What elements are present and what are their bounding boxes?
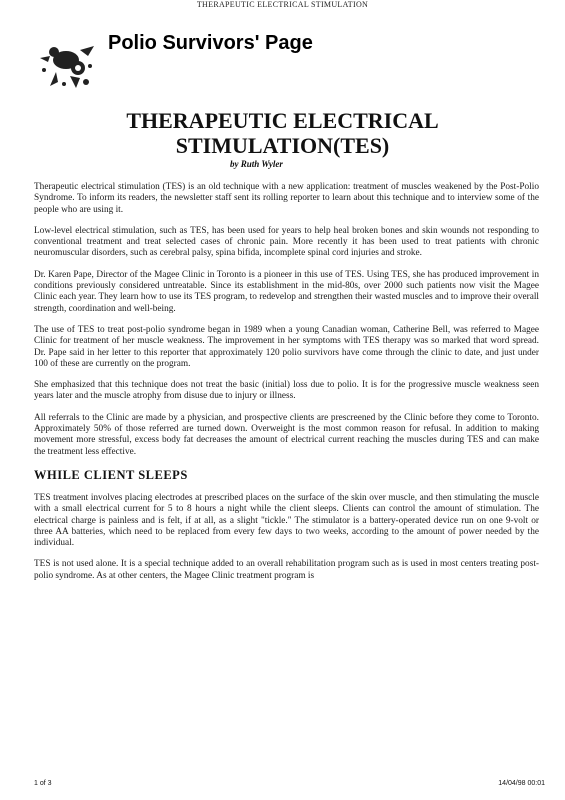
polio-logo-icon [36,38,100,90]
paragraph: TES is not used alone. It is a special technique added to an overall rehabilitation program such as is used in most centers treating post-polio syndrome. As at other centers, the Magee Clinic treatment program is [34,559,539,581]
paragraph: The use of TES to treat post-polio syndrome began in 1989 when a young Canadian woman, Catherine Bell, was referred to Magee Clinic for treatment of her muscle weakness. The improvement in her symptoms with TES therapy was so marked that word spread. Dr. Pape said in her letter to this reporter that approximately 120 polio survivors have come through the clinic to date, and just under 100 of these are currently on the program. [34,324,539,369]
paragraph: TES treatment involves placing electrodes at prescribed places on the surface of the skin over muscle, and then stimulating the muscle with a small electrical current for 5 to 8 hours a night while the client sleeps. Clients can control the amount of stimulation. The electrical charge is painless and is felt, if at all, as a slight "tickle." The stimulator is a battery-operated device run on one 9-volt or three AA batteries, which need to be replaced from every few days to two weeks, according to the amount of power needed by the individual. [34,492,539,549]
byline: by Ruth Wyler [230,159,283,169]
paragraph: Low-level electrical stimulation, such as TES, has been used for years to help heal broken bones and skin wounds not responding to conventional treatment and treat selected cases of chronic pain. More recently it has been used to treat patients with chronic neuromuscular disorders, such as cerebral palsy, spina bifida, incomplete spinal cord injuries and stroke. [34,225,539,259]
article-title-line-1: THERAPEUTIC ELECTRICAL [126,108,439,133]
article-title-line-2: STIMULATION(TES) [175,133,390,158]
print-date: 14/04/98 00:01 [498,780,545,787]
paragraph: Therapeutic electrical stimulation (TES) is an old technique with a new application: treatment of muscles weakened by the Post-Polio Syndrome. To inform its readers, the newsletter staff sent its rolling reporter to learn about this technique and to interview some of the people who are using it. [34,182,539,215]
site-title: Polio Survivors' Page [108,32,313,54]
article-title [60,108,505,158]
page-number: 1 of 3 [34,780,52,787]
running-header: THERAPEUTIC ELECTRICAL STIMULATION [196,0,369,9]
paragraph: All referrals to the Clinic are made by a physician, and prospective clients are prescreened by the Clinic before they come to Toronto. Approximately 50% of those referred are turned down. Overweight is the most common reason for refusal. In addition to making movement more stressful, excess body fat decreases the amount of electrical current reaching the muscles during TES and can make the treatment less effective. [34,412,539,457]
article-body [34,182,539,592]
paragraph: Dr. Karen Pape, Director of the Magee Clinic in Toronto is a pioneer in this use of TES. Using TES, she has produced improvement in conditions previously considered untreatable. Since its establishment in the mid-80s, over 2000 such patients now visit the Magee Clinic each year. They learn how to use its TES program, to redevelop and strengthen their wasted muscles and to improve their overall strength, coordination and well-being. [34,269,539,314]
section-heading: WHILE CLIENT SLEEPS [34,467,188,482]
paragraph: She emphasized that this technique does not treat the basic (initial) loss due to polio. It is for the progressive muscle weakness seen years later and the muscle atrophy from disuse due to injury or illness. [34,380,539,402]
